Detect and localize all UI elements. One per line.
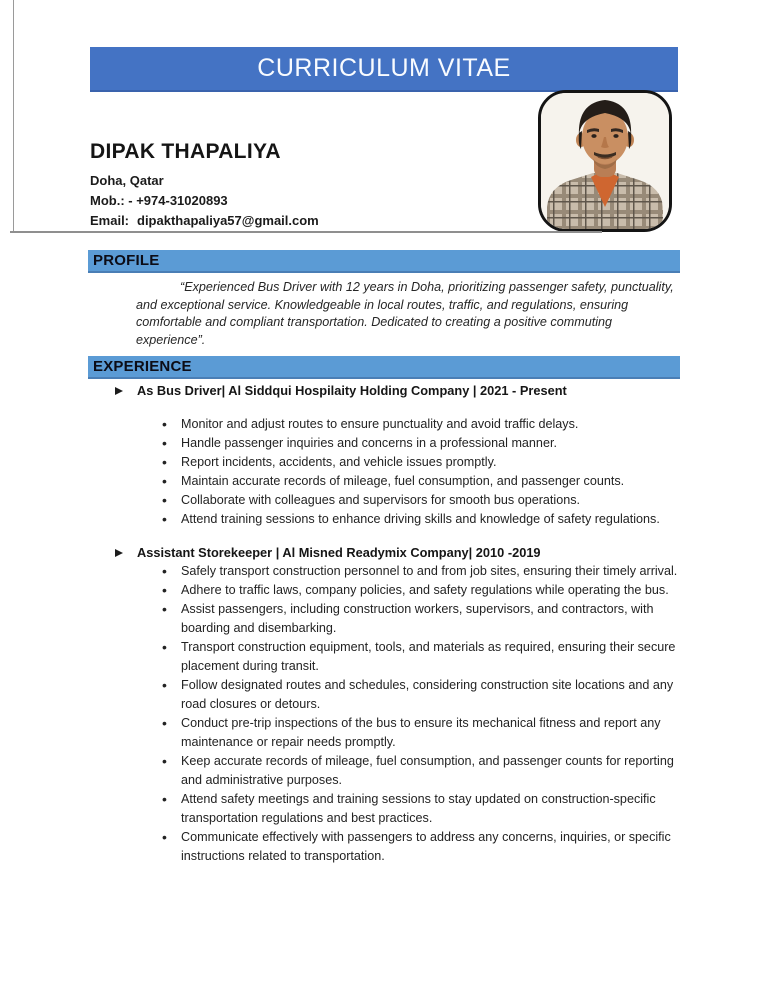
page-left-border bbox=[13, 0, 14, 232]
duty-item: • Transport construction equipment, tools, and materials as required, ensuring their secure placement during transit. bbox=[162, 638, 680, 676]
title-banner bbox=[90, 47, 678, 92]
duty-item: • Monitor and adjust routes to ensure punctuality and avoid traffic delays. bbox=[162, 415, 680, 434]
duty-item: • Adhere to traffic laws, company policies, and safety regulations while operating the bus. bbox=[162, 581, 680, 600]
profile-photo bbox=[538, 90, 672, 232]
duty-item: • Follow designated routes and schedules, considering construction site locations and any road closures or detours. bbox=[162, 676, 680, 714]
duty-item: • Keep accurate records of mileage, fuel consumption, and passenger counts for reporting and administrative purposes. bbox=[162, 752, 680, 790]
job-title-row bbox=[115, 545, 680, 560]
arrow-bullet-icon bbox=[115, 549, 123, 557]
experience-section-heading: EXPERIENCE bbox=[88, 356, 680, 379]
duty-item: • Handle passenger inquiries and concerns in a professional manner. bbox=[162, 434, 680, 453]
duty-item: • Report incidents, accidents, and vehicle issues promptly. bbox=[162, 453, 680, 472]
page-title: CURRICULUM VITAE bbox=[257, 54, 511, 82]
portrait-photo-illustration bbox=[541, 93, 669, 229]
location-text: Doha, Qatar bbox=[90, 173, 164, 188]
job-title-text: Assistant Storekeeper | Al Misned Readymix Company| 2010 -2019 bbox=[137, 545, 541, 560]
candidate-name: DIPAK THAPALIYA bbox=[90, 140, 281, 163]
job-entry-storekeeper bbox=[88, 545, 680, 866]
contact-block bbox=[90, 140, 319, 231]
duty-item: • Attend safety meetings and training sessions to stay updated on construction-specific transportation regulations and best practices. bbox=[162, 790, 680, 828]
mobile-text: Mob.: - +974-31020893 bbox=[90, 193, 228, 208]
job-entry-bus-driver bbox=[88, 383, 680, 529]
profile-section-heading: PROFILE bbox=[88, 250, 680, 273]
duty-item: • Assist passengers, including construction workers, supervisors, and contractors, with boarding and disembarking. bbox=[162, 600, 680, 638]
arrow-bullet-icon bbox=[115, 387, 123, 395]
email-label: Email: bbox=[90, 213, 130, 228]
duty-item: • Collaborate with colleagues and supervisors for smooth bus operations. bbox=[162, 491, 680, 510]
job-title-row bbox=[115, 383, 680, 398]
profile-summary-text: “Experienced Bus Driver with 12 years in Doha, prioritizing passenger safety, punctuality, and exceptional service. Knowledgeable in local routes, traffic, and regulations, ensuring comfortable and compliant transportation. Dedicated to creating a positive commuting experience”. bbox=[136, 280, 674, 347]
duty-item: • Conduct pre-trip inspections of the bus to ensure its mechanical fitness and report any maintenance or repair needs promptly. bbox=[162, 714, 680, 752]
duty-item: • Attend training sessions to enhance driving skills and knowledge of safety regulations. bbox=[162, 510, 680, 529]
document-body bbox=[88, 250, 680, 866]
email-value: dipakthapaliya57@gmail.com bbox=[137, 213, 319, 228]
job-duties-list bbox=[162, 415, 680, 529]
duty-item: • Safely transport construction personnel to and from job sites, ensuring their timely arrival. bbox=[162, 562, 680, 581]
email-row bbox=[90, 211, 319, 231]
job-duties-list bbox=[162, 562, 680, 866]
duty-item: • Maintain accurate records of mileage, fuel consumption, and passenger counts. bbox=[162, 472, 680, 491]
job-title-text: As Bus Driver| Al Siddqui Hospilaity Holding Company | 2021 - Present bbox=[137, 383, 567, 398]
duty-item: • Communicate effectively with passengers to address any concerns, inquiries, or specific instructions related to transportation. bbox=[162, 828, 680, 866]
header-divider bbox=[10, 231, 602, 233]
